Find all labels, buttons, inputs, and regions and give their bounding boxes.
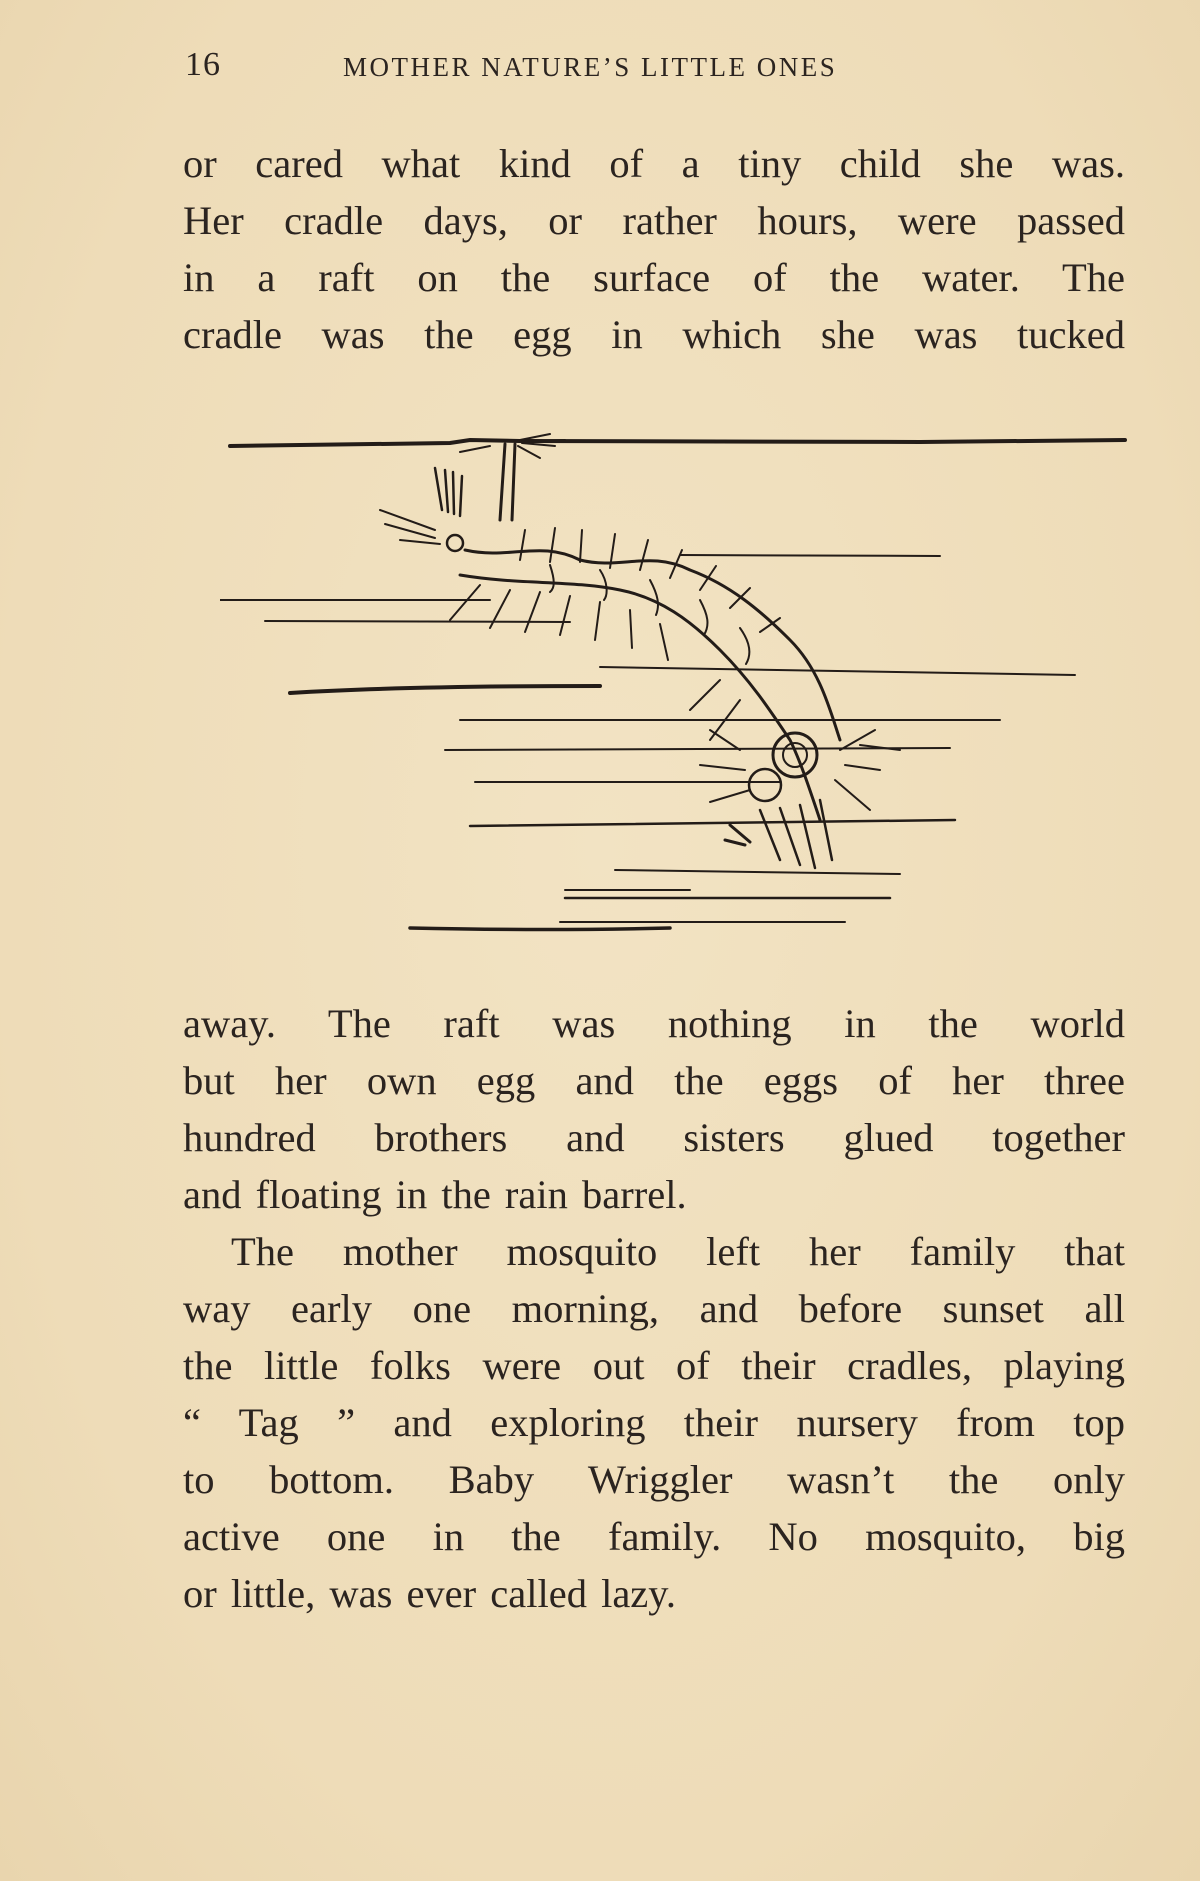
larva-body-lower (460, 575, 820, 820)
text-line: or little, was ever called lazy. (183, 1571, 677, 1616)
water-line (600, 667, 1075, 675)
water-surface-line (230, 440, 1125, 446)
text-line: and floating in the rain barrel. (183, 1172, 687, 1217)
water-line (470, 820, 955, 826)
paragraph-body (183, 995, 1125, 1622)
text-line: active one in the family. No mosquito, big (183, 1514, 1125, 1559)
text-line: The mother mosquito left her family that (231, 1229, 1125, 1274)
text-line: hundred brothers and sisters glued together (183, 1115, 1125, 1160)
text-line: but her own egg and the eggs of her three (183, 1058, 1125, 1103)
water-line (680, 555, 940, 556)
water-line (615, 870, 900, 874)
water-line (290, 686, 600, 693)
mosquito-larva-illustration (220, 410, 1140, 950)
text-line: to bottom. Baby Wriggler wasn’t the only (183, 1457, 1125, 1502)
text-line: in a raft on the surface of the water. The (183, 255, 1125, 300)
page-number: 16 (185, 46, 221, 83)
larva-body-upper (465, 550, 840, 740)
paragraph-continued (183, 135, 1125, 363)
text-line: or cared what kind of a tiny child she was. (183, 141, 1125, 186)
text-line: cradle was the egg in which she was tucked (183, 312, 1125, 357)
text-line: “ Tag ” and exploring their nursery from top (183, 1400, 1125, 1445)
running-title: MOTHER NATURE’S LITTLE ONES (343, 52, 838, 82)
water-line (445, 748, 950, 750)
running-head (185, 46, 985, 86)
text-line: way early one morning, and before sunset all (183, 1286, 1125, 1331)
text-line: the little folks were out of their cradles, playing (183, 1343, 1125, 1388)
breathing-tube (500, 444, 515, 520)
text-line: Her cradle days, or rather hours, were passed (183, 198, 1125, 243)
water-line (410, 928, 670, 930)
text-line: away. The raft was nothing in the world (183, 1001, 1125, 1046)
water-line (265, 621, 570, 622)
